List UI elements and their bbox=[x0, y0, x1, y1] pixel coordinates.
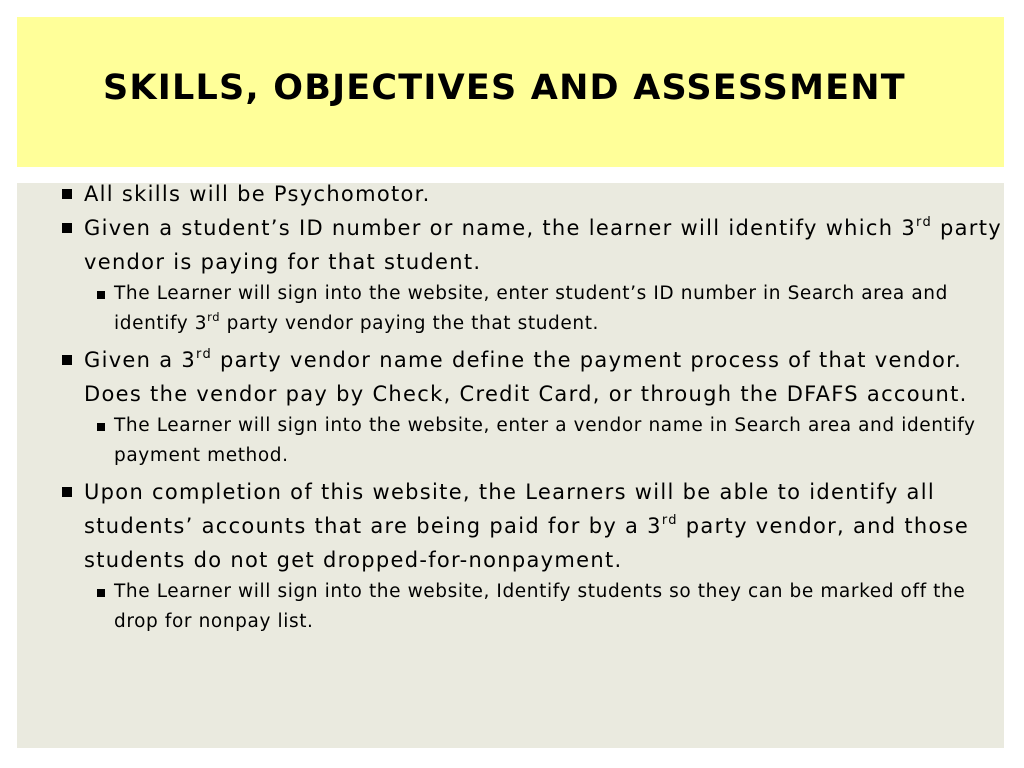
slide-title: SKILLS, OBJECTIVES AND ASSESSMENT bbox=[103, 68, 906, 108]
square-bullet-icon bbox=[97, 589, 105, 597]
square-bullet-icon bbox=[97, 291, 105, 299]
bullet-text-b: party vendor, and those students do not get dropped-for-nonpayment. bbox=[84, 514, 970, 572]
sub-bullet-item-payment-process bbox=[17, 411, 1004, 471]
square-bullet-icon bbox=[62, 189, 72, 199]
bullet-item-psychomotor bbox=[17, 177, 1004, 211]
bullet-text-a: Given a 3 bbox=[84, 348, 197, 372]
bullet-text-a: Given a student’s ID number or name, the learner will identify which 3 bbox=[84, 216, 917, 240]
title-bar bbox=[17, 17, 1004, 167]
slide-content bbox=[17, 183, 1004, 748]
square-bullet-icon bbox=[62, 487, 72, 497]
ordinal-suffix: rd bbox=[916, 214, 932, 230]
bullet-item-payment-process bbox=[17, 343, 1004, 411]
sub-bullet-text-a: The Learner will sign into the website, enter student’s ID number in Search area and identify 3 bbox=[114, 283, 948, 334]
sub-bullet-text: The Learner will sign into the website, Identify students so they can be marked off the drop for nonpay list. bbox=[114, 581, 966, 632]
square-bullet-icon bbox=[62, 355, 72, 365]
bullet-text-a: Upon completion of this website, the Learners will be able to identify all students’ accounts that are being paid for by a 3 bbox=[84, 480, 935, 538]
bullet-text: All skills will be Psychomotor. bbox=[84, 182, 431, 206]
ordinal-suffix: rd bbox=[196, 346, 213, 362]
square-bullet-icon bbox=[97, 423, 105, 431]
bullet-item-upon-completion bbox=[17, 475, 1004, 577]
bullet-text-b: party vendor is paying for that student. bbox=[84, 216, 1002, 274]
bullet-item-identify-vendor bbox=[17, 211, 1004, 279]
sub-bullet-text: The Learner will sign into the website, enter a vendor name in Search area and identify payment method. bbox=[114, 415, 976, 466]
ordinal-suffix: rd bbox=[661, 512, 678, 528]
sub-bullet-item-identify-vendor bbox=[17, 279, 1004, 339]
bullet-text-b: party vendor name define the payment process of that vendor. Does the vendor pay by Check, Credit Card, or through the DFAFS account. bbox=[84, 348, 968, 406]
square-bullet-icon bbox=[62, 223, 72, 233]
sub-bullet-item-upon-completion bbox=[17, 577, 1004, 637]
bullet-list bbox=[17, 177, 1004, 637]
ordinal-suffix: rd bbox=[207, 309, 221, 324]
sub-bullet-text-b: party vendor paying the that student. bbox=[220, 313, 600, 334]
